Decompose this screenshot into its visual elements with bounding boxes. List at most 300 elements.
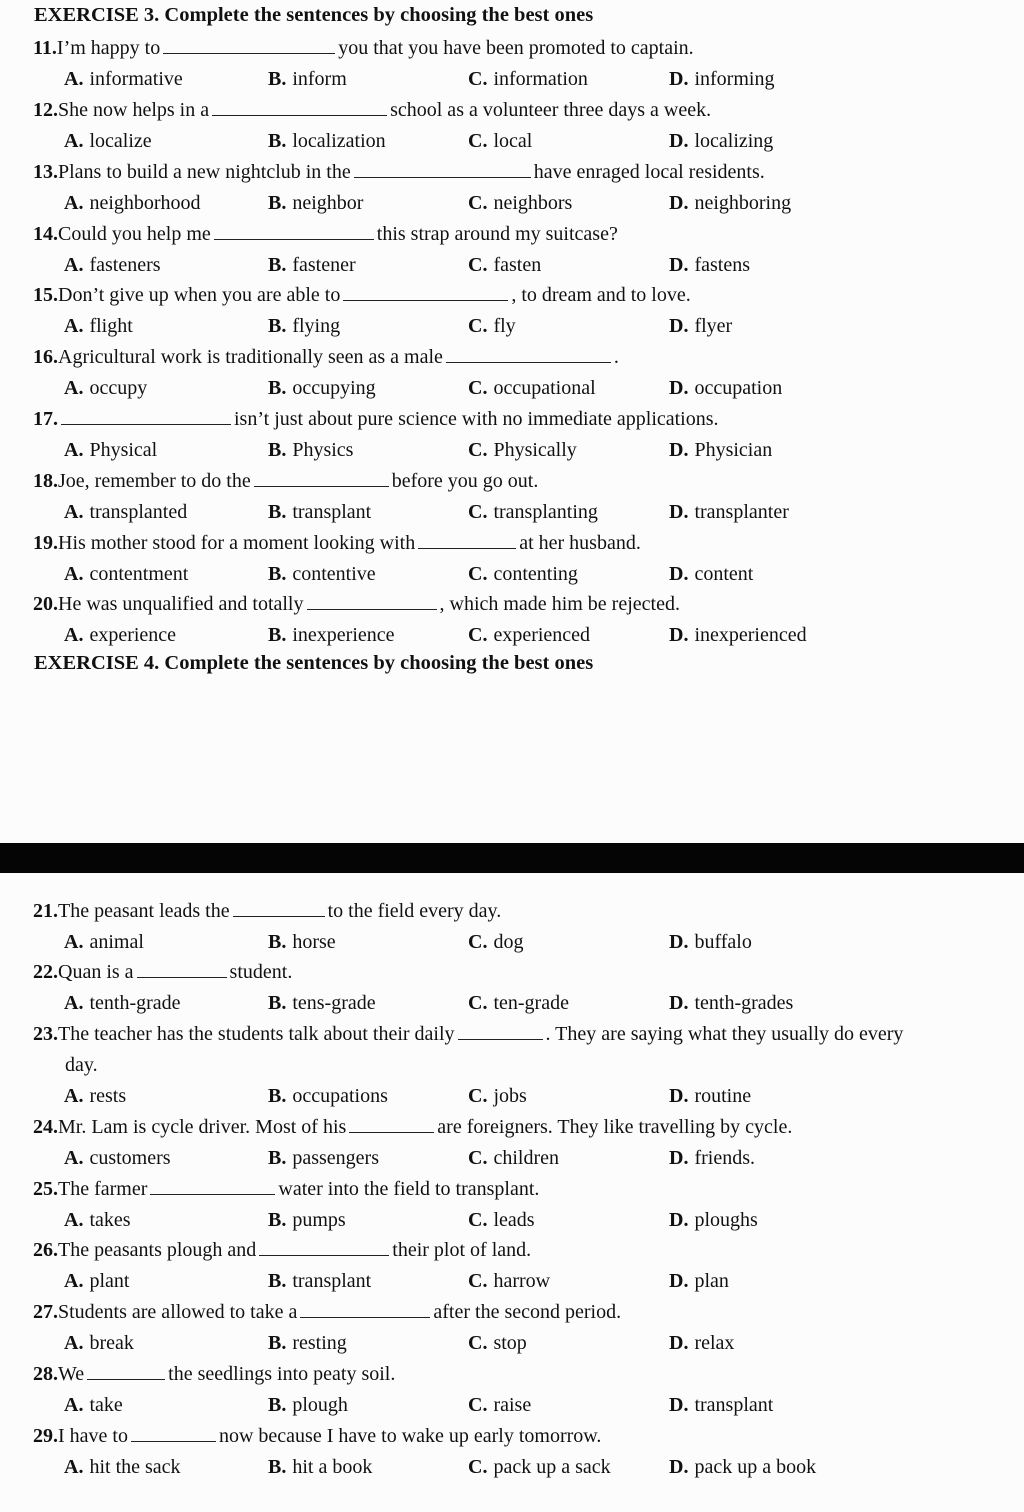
question-number: 13.: [33, 161, 58, 183]
answer-options: [33, 1328, 1010, 1359]
answer-options: [33, 64, 1010, 95]
option-a[interactable]: [64, 1266, 129, 1297]
option-text: pack up a book: [694, 1456, 817, 1478]
option-text: customers: [89, 1147, 171, 1169]
option-a[interactable]: [64, 1081, 126, 1112]
answer-blank[interactable]: [61, 404, 231, 425]
option-letter: B.: [268, 1332, 287, 1354]
option-text: transplanted: [89, 501, 188, 523]
option-letter: D.: [669, 501, 689, 523]
question-item: [33, 1297, 1010, 1359]
question-item: [33, 157, 1010, 219]
question-stem: [33, 157, 1010, 188]
option-text: neighborhood: [89, 192, 201, 214]
answer-blank[interactable]: [349, 1112, 434, 1133]
option-letter: D.: [669, 1332, 689, 1354]
option-letter: D.: [669, 254, 689, 276]
question-number: 19.: [33, 532, 58, 554]
option-text: fasten: [493, 254, 542, 276]
option-text: experienced: [493, 624, 591, 646]
question-text-before: His mother stood for a moment looking with: [58, 532, 416, 554]
question-number: 24.: [33, 1116, 58, 1138]
question-number: 28.: [33, 1363, 58, 1385]
question-text-before: Could you help me: [58, 223, 211, 245]
option-text: localization: [292, 130, 386, 152]
option-d[interactable]: [669, 1143, 755, 1174]
question-text-before: The farmer: [58, 1178, 148, 1200]
option-c[interactable]: [468, 126, 532, 157]
question-text-continuation: day.: [65, 1054, 98, 1076]
question-text-after: , which made him be rejected.: [439, 593, 680, 615]
question-number: 23.: [33, 1023, 58, 1045]
answer-options: [33, 1081, 1010, 1112]
option-c[interactable]: [468, 1266, 550, 1297]
answer-options: [33, 559, 1010, 590]
option-a[interactable]: [64, 1205, 131, 1236]
option-letter: C.: [468, 931, 488, 953]
option-letter: A.: [64, 254, 84, 276]
answer-blank[interactable]: [87, 1359, 165, 1380]
option-c[interactable]: [468, 1205, 535, 1236]
option-a[interactable]: [64, 1452, 181, 1483]
option-a[interactable]: [64, 1143, 171, 1174]
question-text-before: She now helps in a: [58, 99, 210, 121]
option-a[interactable]: [64, 311, 133, 342]
option-text: routine: [694, 1085, 752, 1107]
option-text: occupying: [292, 377, 376, 399]
question-text-before: I’m happy to: [56, 37, 161, 59]
option-a[interactable]: [64, 988, 181, 1019]
option-a[interactable]: [64, 497, 187, 528]
question-text-before: Plans to build a new nightclub in the: [58, 161, 351, 183]
option-text: inform: [292, 68, 347, 90]
option-c[interactable]: [468, 927, 523, 958]
answer-blank[interactable]: [354, 157, 531, 178]
option-letter: A.: [64, 1209, 84, 1231]
option-text: take: [89, 1394, 123, 1416]
option-c[interactable]: [468, 497, 598, 528]
option-text: jobs: [493, 1085, 527, 1107]
option-letter: B.: [268, 130, 287, 152]
question-item: [33, 95, 1010, 157]
question-text-after: before you go out.: [391, 470, 539, 492]
option-b[interactable]: [268, 497, 371, 528]
option-text: information: [493, 68, 588, 90]
option-c[interactable]: [468, 620, 590, 651]
option-letter: D.: [669, 1147, 689, 1169]
question-stem: [33, 342, 1010, 373]
question-text-before: He was unqualified and totally: [58, 593, 304, 615]
option-d[interactable]: [669, 1452, 816, 1483]
answer-options: [33, 620, 1010, 651]
option-letter: B.: [268, 624, 287, 646]
answer-options: [33, 497, 1010, 528]
option-letter: C.: [468, 1456, 488, 1478]
question-stem: [33, 896, 1010, 927]
option-b[interactable]: [268, 620, 395, 651]
option-letter: C.: [468, 1085, 488, 1107]
option-d[interactable]: [669, 435, 772, 466]
option-text: Physician: [694, 439, 773, 461]
option-b[interactable]: [268, 988, 376, 1019]
option-text: plant: [89, 1270, 130, 1292]
option-a[interactable]: [64, 64, 183, 95]
option-letter: D.: [669, 377, 689, 399]
option-d[interactable]: [669, 126, 773, 157]
option-text: occupation: [694, 377, 783, 399]
option-c[interactable]: [468, 250, 541, 281]
question-text-after: have enraged local residents.: [533, 161, 765, 183]
option-letter: D.: [669, 563, 689, 585]
option-d[interactable]: [669, 1266, 729, 1297]
answer-blank[interactable]: [343, 280, 508, 301]
question-stem: [33, 957, 1010, 988]
question-number: 21.: [33, 900, 58, 922]
option-letter: B.: [268, 501, 287, 523]
option-text: contentive: [292, 563, 376, 585]
answer-options: [33, 435, 1010, 466]
option-letter: B.: [268, 1456, 287, 1478]
answer-blank[interactable]: [131, 1421, 216, 1442]
option-c[interactable]: [468, 1328, 527, 1359]
option-letter: C.: [468, 68, 488, 90]
option-text: inexperience: [292, 624, 395, 646]
option-text: flight: [89, 315, 133, 337]
question-item: [33, 1112, 1010, 1174]
answer-blank[interactable]: [150, 1174, 275, 1195]
option-letter: D.: [669, 931, 689, 953]
option-letter: B.: [268, 315, 287, 337]
option-b[interactable]: [268, 311, 340, 342]
answer-blank[interactable]: [254, 466, 389, 487]
option-d[interactable]: [669, 1328, 734, 1359]
option-d[interactable]: [669, 988, 793, 1019]
question-number: 26.: [33, 1239, 58, 1261]
question-stem: [33, 1112, 1010, 1143]
question-stem: [33, 1297, 1010, 1328]
question-text-before: The teacher has the students talk about their daily: [58, 1023, 455, 1045]
option-letter: A.: [64, 501, 84, 523]
option-letter: B.: [268, 563, 287, 585]
option-c[interactable]: [468, 1143, 559, 1174]
question-stem: [33, 1359, 1010, 1390]
question-text-before: The peasants plough and: [58, 1239, 257, 1261]
option-text: harrow: [493, 1270, 551, 1292]
option-letter: C.: [468, 1147, 488, 1169]
question-text-after: after the second period.: [433, 1301, 622, 1323]
option-text: flying: [292, 315, 341, 337]
option-d[interactable]: [669, 559, 753, 590]
question-item: [33, 404, 1010, 466]
question-number: 17.: [33, 408, 58, 430]
option-letter: C.: [468, 624, 488, 646]
option-letter: B.: [268, 1209, 287, 1231]
option-b[interactable]: [268, 1205, 346, 1236]
option-letter: B.: [268, 1085, 287, 1107]
question-item: [33, 219, 1010, 281]
question-item: [33, 1019, 1010, 1112]
answer-options: [33, 1266, 1010, 1297]
question-item: [33, 1174, 1010, 1236]
question-stem: [33, 466, 1010, 497]
option-letter: A.: [64, 1270, 84, 1292]
option-text: Physical: [89, 439, 158, 461]
option-b[interactable]: [268, 1081, 388, 1112]
option-letter: A.: [64, 439, 84, 461]
option-letter: D.: [669, 1270, 689, 1292]
option-c[interactable]: [468, 559, 578, 590]
option-c[interactable]: [468, 311, 516, 342]
option-letter: D.: [669, 1209, 689, 1231]
option-text: tenth-grade: [89, 992, 181, 1014]
option-letter: C.: [468, 192, 488, 214]
option-text: flyer: [694, 315, 733, 337]
option-letter: A.: [64, 1147, 84, 1169]
option-letter: D.: [669, 130, 689, 152]
option-text: horse: [292, 931, 336, 953]
option-letter: B.: [268, 1147, 287, 1169]
option-text: pack up a sack: [493, 1456, 611, 1478]
option-letter: A.: [64, 1456, 84, 1478]
option-c[interactable]: [468, 1081, 527, 1112]
option-b[interactable]: [268, 188, 363, 219]
option-letter: C.: [468, 1209, 488, 1231]
option-letter: D.: [669, 192, 689, 214]
option-text: friends.: [694, 1147, 755, 1169]
option-text: takes: [89, 1209, 131, 1231]
option-a[interactable]: [64, 559, 188, 590]
question-text-after: this strap around my suitcase?: [376, 223, 618, 245]
option-c[interactable]: [468, 373, 596, 404]
question-number: 29.: [33, 1425, 58, 1447]
question-text-after: water into the field to transplant.: [278, 1178, 540, 1200]
option-letter: C.: [468, 439, 488, 461]
option-text: transplanting: [493, 501, 598, 523]
question-number: 20.: [33, 593, 58, 615]
option-letter: D.: [669, 624, 689, 646]
answer-options: [33, 188, 1010, 219]
answer-options: [33, 311, 1010, 342]
option-text: localizing: [694, 130, 774, 152]
question-stem: [33, 1174, 1010, 1205]
question-item: [33, 33, 1010, 95]
answer-blank[interactable]: [163, 33, 335, 54]
option-b[interactable]: [268, 1143, 379, 1174]
option-letter: A.: [64, 377, 84, 399]
option-letter: B.: [268, 68, 287, 90]
option-text: animal: [89, 931, 144, 953]
question-number: 14.: [33, 223, 58, 245]
option-d[interactable]: [669, 620, 807, 651]
question-stem: [33, 33, 1010, 64]
option-d[interactable]: [669, 64, 774, 95]
question-stem: [33, 1235, 1010, 1266]
option-d[interactable]: [669, 1390, 773, 1421]
option-text: fly: [493, 315, 516, 337]
question-text-before: The peasant leads the: [58, 900, 230, 922]
answer-options: [33, 1205, 1010, 1236]
question-stem: [33, 404, 1010, 435]
option-b[interactable]: [268, 126, 386, 157]
question-text-before: Agricultural work is traditionally seen as a male: [58, 346, 443, 368]
option-letter: C.: [468, 377, 488, 399]
question-item: [33, 528, 1010, 590]
option-d[interactable]: [669, 497, 789, 528]
option-text: tenth-grades: [694, 992, 794, 1014]
option-letter: C.: [468, 1332, 488, 1354]
question-text-after: school as a volunteer three days a week.: [390, 99, 712, 121]
option-text: fastener: [292, 254, 356, 276]
option-d[interactable]: [669, 373, 782, 404]
option-a[interactable]: [64, 188, 201, 219]
option-text: occupational: [493, 377, 596, 399]
option-text: transplant: [694, 1394, 774, 1416]
question-stem: [33, 280, 1010, 311]
question-number: 25.: [33, 1178, 58, 1200]
option-text: hit the sack: [89, 1456, 181, 1478]
option-letter: C.: [468, 563, 488, 585]
option-text: informing: [694, 68, 775, 90]
answer-blank[interactable]: [300, 1297, 430, 1318]
option-b[interactable]: [268, 927, 336, 958]
option-a[interactable]: [64, 927, 144, 958]
question-item: [33, 896, 1010, 958]
answer-blank[interactable]: [418, 528, 516, 549]
option-text: transplanter: [694, 501, 789, 523]
answer-blank[interactable]: [212, 95, 387, 116]
option-text: occupations: [292, 1085, 388, 1107]
option-text: fasteners: [89, 254, 161, 276]
option-d[interactable]: [669, 1081, 751, 1112]
answer-blank[interactable]: [446, 342, 611, 363]
option-letter: B.: [268, 377, 287, 399]
option-text: plough: [292, 1394, 348, 1416]
option-text: dog: [493, 931, 524, 953]
option-letter: B.: [268, 931, 287, 953]
option-letter: C.: [468, 1394, 488, 1416]
option-text: pumps: [292, 1209, 346, 1231]
option-text: buffalo: [694, 931, 752, 953]
option-text: experience: [89, 624, 177, 646]
answer-options: [33, 988, 1010, 1019]
question-text-after: , to dream and to love.: [511, 284, 691, 306]
option-c[interactable]: [468, 64, 588, 95]
question-text-before: Don’t give up when you are able to: [58, 284, 341, 306]
question-item: [33, 957, 1010, 1019]
answer-options: [33, 927, 1010, 958]
option-d[interactable]: [669, 311, 732, 342]
question-stem: [33, 1421, 1010, 1452]
option-text: children: [493, 1147, 559, 1169]
option-b[interactable]: [268, 1390, 348, 1421]
option-letter: B.: [268, 439, 287, 461]
option-a[interactable]: [64, 620, 176, 651]
option-letter: D.: [669, 1085, 689, 1107]
option-b[interactable]: [268, 250, 356, 281]
option-c[interactable]: [468, 188, 572, 219]
option-letter: A.: [64, 192, 84, 214]
option-c[interactable]: [468, 435, 577, 466]
option-letter: C.: [468, 992, 488, 1014]
question-text-after: their plot of land.: [392, 1239, 532, 1261]
option-c[interactable]: [468, 1390, 531, 1421]
question-number: 12.: [33, 99, 58, 121]
option-a[interactable]: [64, 126, 152, 157]
answer-blank[interactable]: [307, 589, 437, 610]
question-text-after: .: [613, 346, 619, 368]
option-text: stop: [493, 1332, 527, 1354]
answer-blank[interactable]: [458, 1019, 543, 1040]
answer-blank[interactable]: [259, 1235, 389, 1256]
option-letter: D.: [669, 1456, 689, 1478]
option-text: relax: [694, 1332, 735, 1354]
option-d[interactable]: [669, 927, 752, 958]
option-c[interactable]: [468, 988, 569, 1019]
question-number: 18.: [33, 470, 58, 492]
option-a[interactable]: [64, 250, 161, 281]
option-b[interactable]: [268, 64, 347, 95]
question-text-after: the seedlings into peaty soil.: [168, 1363, 396, 1385]
question-text-before: Joe, remember to do the: [58, 470, 251, 492]
option-a[interactable]: [64, 1328, 134, 1359]
answer-blank[interactable]: [233, 896, 325, 917]
option-text: content: [694, 563, 754, 585]
option-d[interactable]: [669, 188, 791, 219]
option-letter: B.: [268, 992, 287, 1014]
option-letter: C.: [468, 130, 488, 152]
question-number: 16.: [33, 346, 58, 368]
option-letter: A.: [64, 992, 84, 1014]
question-stem: [33, 1019, 1010, 1050]
option-text: tens-grade: [292, 992, 376, 1014]
option-text: inexperienced: [694, 624, 807, 646]
option-text: occupy: [89, 377, 148, 399]
option-letter: D.: [669, 68, 689, 90]
option-c[interactable]: [468, 1452, 611, 1483]
option-b[interactable]: [268, 435, 353, 466]
option-text: local: [493, 130, 533, 152]
option-b[interactable]: [268, 373, 376, 404]
option-a[interactable]: [64, 373, 147, 404]
question-text-before: We: [58, 1363, 85, 1385]
option-letter: B.: [268, 1394, 287, 1416]
question-item: [33, 1235, 1010, 1297]
option-letter: A.: [64, 563, 84, 585]
option-letter: A.: [64, 624, 84, 646]
option-a[interactable]: [64, 1390, 123, 1421]
question-stem: [33, 528, 1010, 559]
option-text: plan: [694, 1270, 729, 1292]
option-b[interactable]: [268, 559, 376, 590]
option-d[interactable]: [669, 1205, 758, 1236]
question-item: [33, 466, 1010, 528]
answer-blank[interactable]: [137, 957, 227, 978]
option-letter: B.: [268, 1270, 287, 1292]
question-item: [33, 280, 1010, 342]
option-b[interactable]: [268, 1328, 347, 1359]
option-letter: A.: [64, 931, 84, 953]
question-text-after: now because I have to wake up early tomorrow.: [218, 1425, 602, 1447]
option-letter: C.: [468, 315, 488, 337]
answer-blank[interactable]: [214, 219, 374, 240]
option-b[interactable]: [268, 1266, 371, 1297]
option-d[interactable]: [669, 250, 750, 281]
option-b[interactable]: [268, 1452, 372, 1483]
option-letter: B.: [268, 192, 287, 214]
option-text: raise: [493, 1394, 532, 1416]
option-letter: C.: [468, 254, 488, 276]
option-a[interactable]: [64, 435, 157, 466]
